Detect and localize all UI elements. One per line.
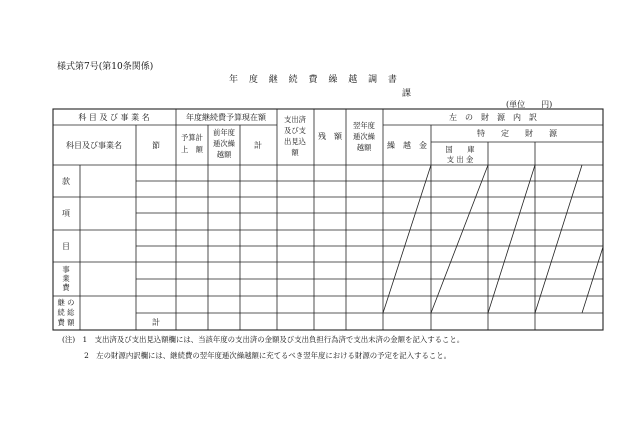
header-account-name: 科目及び事業名 <box>66 141 122 150</box>
header-spent-2: 及び支 <box>284 126 306 135</box>
header-account-group: 科 目 及 び 事 業 名 <box>78 113 150 122</box>
header-national-treasury-2: 支 出 金 <box>446 155 474 164</box>
header-prior-carryover-1: 前年度 <box>213 128 235 137</box>
header-next-carryover-3: 越額 <box>356 143 372 152</box>
header-source-group: 左 の 財 源 内 訳 <box>449 113 537 122</box>
row-label-continuing-total-1: 継 の <box>57 298 75 307</box>
header-budget-total-2: 上 額 <box>181 145 203 154</box>
header-subtotal: 計 <box>254 141 262 150</box>
header-carryover-money: 繰 越 金 <box>387 141 427 150</box>
department-label: 課 <box>402 89 412 99</box>
header-budget-total-1: 予算計 <box>181 133 203 142</box>
row-label-project-cost-1: 事 <box>62 265 70 274</box>
row-label-moku: 目 <box>62 242 70 251</box>
header-next-carryover-2: 逓次繰 <box>353 132 375 141</box>
header-next-carryover-1: 翌年度 <box>353 121 375 130</box>
row-label-kan: 款 <box>62 177 70 186</box>
form-number: 様式第7号(第10条関係) <box>57 62 154 72</box>
header-prior-carryover-3: 越額 <box>216 150 232 159</box>
note-1: (注) 1 支出済及び支出見込額欄には、当該年度の支出済の金額及び支出負担行為済で支出未済の金額を記入すること。 <box>62 335 465 344</box>
header-prior-carryover-2: 逓次繰 <box>213 139 235 148</box>
document-title: 年 度 継 続 費 繰 越 調 書 <box>229 75 401 85</box>
header-spent-1: 支出済 <box>284 115 306 124</box>
header-section: 節 <box>152 141 160 150</box>
row-label-kou: 項 <box>62 209 70 218</box>
header-spent-4: 額 <box>291 148 299 157</box>
header-specific-sources: 特 定 財 源 <box>477 129 557 138</box>
row-label-continuing-total-2: 続 総 <box>57 308 75 317</box>
header-spent-3: 出見込 <box>284 137 306 146</box>
header-continuing-group: 年度継続費予算現在額 <box>186 113 266 122</box>
total-cell-label: 計 <box>152 318 160 327</box>
note-2: 2 左の財源内訳欄には、継続費の翌年度逓次繰越額に充てるべき翌年度における財源の予定を記入すること。 <box>62 351 452 360</box>
row-label-continuing-total-3: 費 額 <box>57 318 75 327</box>
header-national-treasury-1: 国 庫 <box>445 145 475 154</box>
unit-label: (単位 円) <box>506 100 553 109</box>
row-label-project-cost-3: 費 <box>62 283 70 292</box>
row-label-project-cost-2: 業 <box>62 274 70 283</box>
header-remaining: 残 額 <box>318 132 342 141</box>
